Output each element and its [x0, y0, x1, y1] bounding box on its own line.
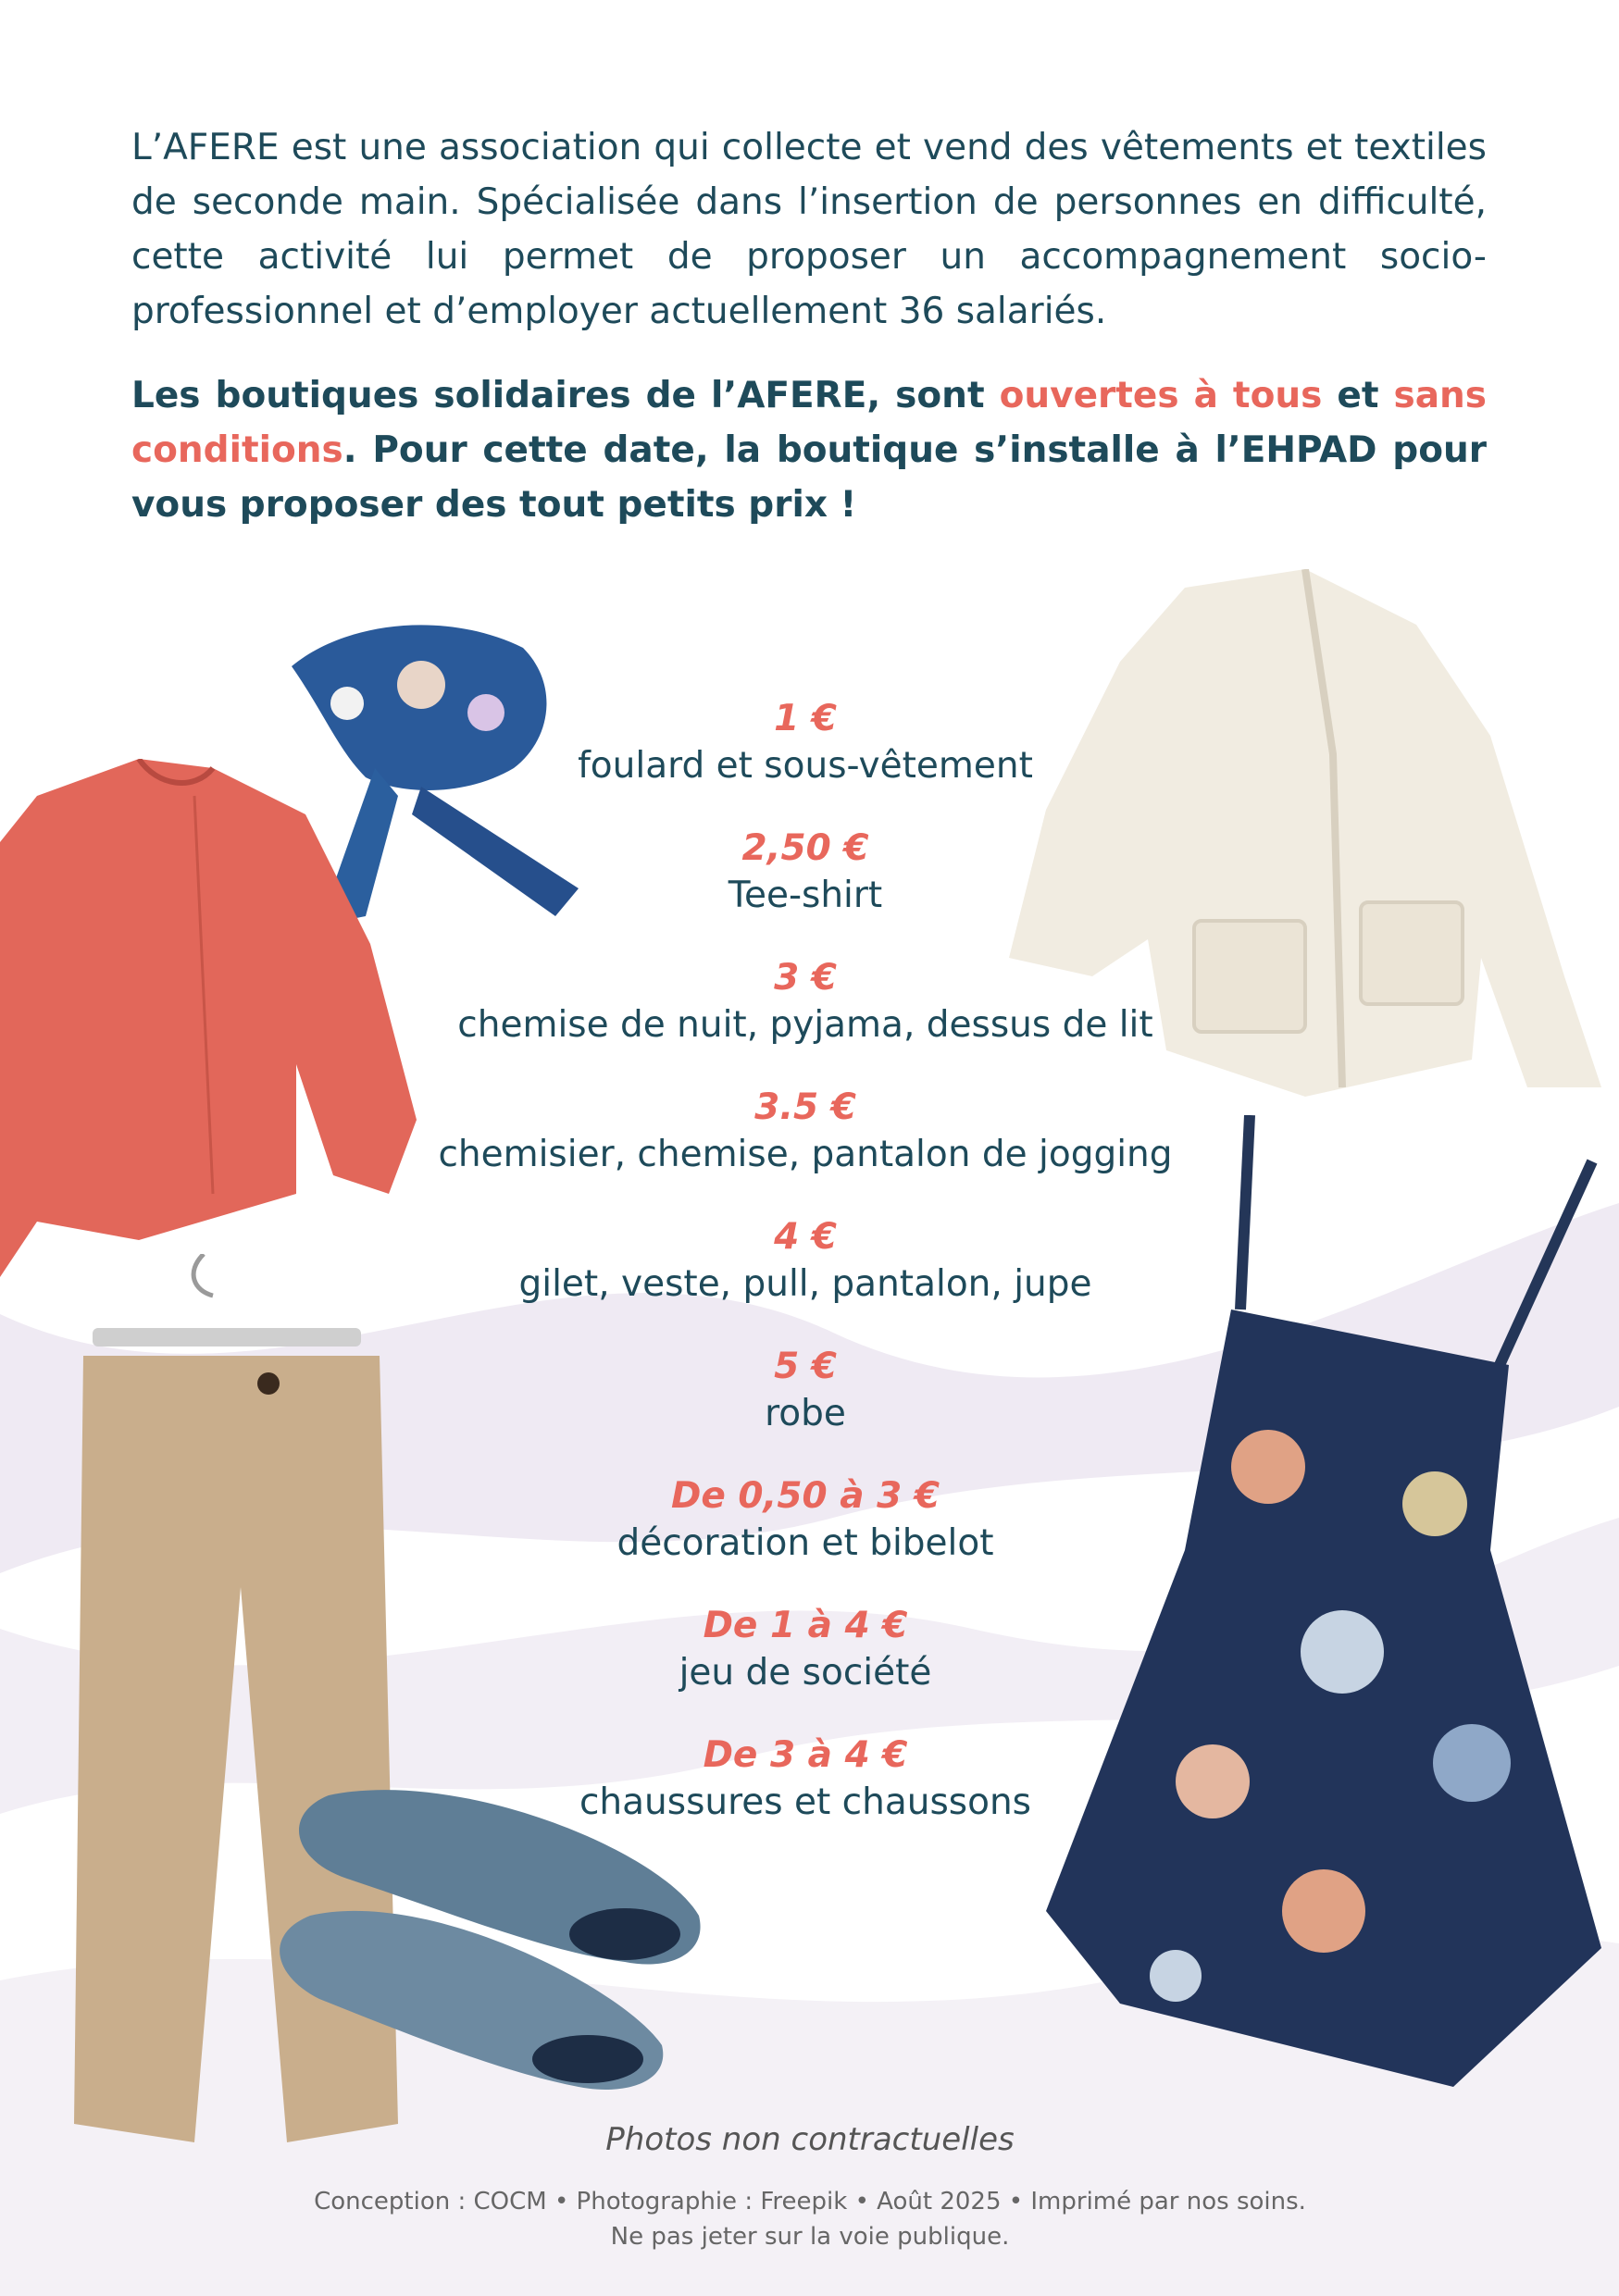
intro-strong-text-2: et [1322, 375, 1394, 416]
price-description: chaussures et chaussons [579, 1781, 1031, 1823]
price-value: 4 € [774, 1216, 837, 1258]
price-value: 1 € [774, 698, 837, 739]
intro-accent-no-conditions: sans conditions [131, 375, 1488, 471]
price-description: robe [765, 1393, 846, 1434]
price-value: De 0,50 à 3 € [671, 1475, 940, 1517]
price-value: 3.5 € [754, 1086, 856, 1128]
price-item [398, 1344, 1213, 1473]
credits [231, 2184, 1389, 2254]
price-item [398, 1085, 1213, 1214]
price-list [398, 696, 1213, 1862]
credits-line-1: Conception : COCM • Photographie : Freepik • Août 2025 • Imprimé par nos soins. [314, 2188, 1306, 2215]
price-item [398, 955, 1213, 1085]
price-item [398, 1473, 1213, 1603]
intro-accent-open-to-all: ouvertes à tous [999, 375, 1323, 416]
credits-line-2: Ne pas jeter sur la voie publique. [610, 2223, 1010, 2251]
price-item [398, 1732, 1213, 1862]
price-description: chemisier, chemise, pantalon de jogging [438, 1134, 1173, 1175]
price-value: 3 € [774, 957, 837, 999]
intro-strong-text-3: . Pour cette date, la boutique s’installe à l’EHPAD pour vous proposer des tout petits prix ! [131, 429, 1487, 526]
price-value: De 1 à 4 € [703, 1605, 908, 1646]
price-item [398, 825, 1213, 955]
price-item [398, 1603, 1213, 1732]
photos-disclaimer: Photos non contractuelles [605, 2121, 1015, 2158]
red-blouse-photo [0, 759, 426, 1305]
price-description: foulard et sous-vêtement [578, 745, 1033, 787]
price-value: De 3 à 4 € [703, 1734, 908, 1776]
price-description: Tee-shirt [728, 875, 883, 916]
price-item [398, 1214, 1213, 1344]
price-description: décoration et bibelot [616, 1522, 994, 1564]
price-description: gilet, veste, pull, pantalon, jupe [518, 1263, 1092, 1305]
intro-strong-text-1: Les boutiques solidaires de l’AFERE, sont [131, 375, 1000, 416]
price-description: jeu de société [679, 1652, 932, 1694]
price-description: chemise de nuit, pyjama, dessus de lit [457, 1004, 1153, 1046]
intro-highlight-paragraph [131, 368, 1487, 532]
price-value: 2,50 € [741, 827, 869, 869]
intro-paragraph: L’AFERE est une association qui collecte et vend des vêtements et textiles de seconde main. Spécialisée dans l’insertion de personnes en difficulté, cette activité lui permet de proposer un accompagnement socio-professionnel et d’employer actuellement 36 salariés. [131, 127, 1487, 332]
price-item [398, 696, 1213, 825]
price-value: 5 € [774, 1346, 837, 1387]
